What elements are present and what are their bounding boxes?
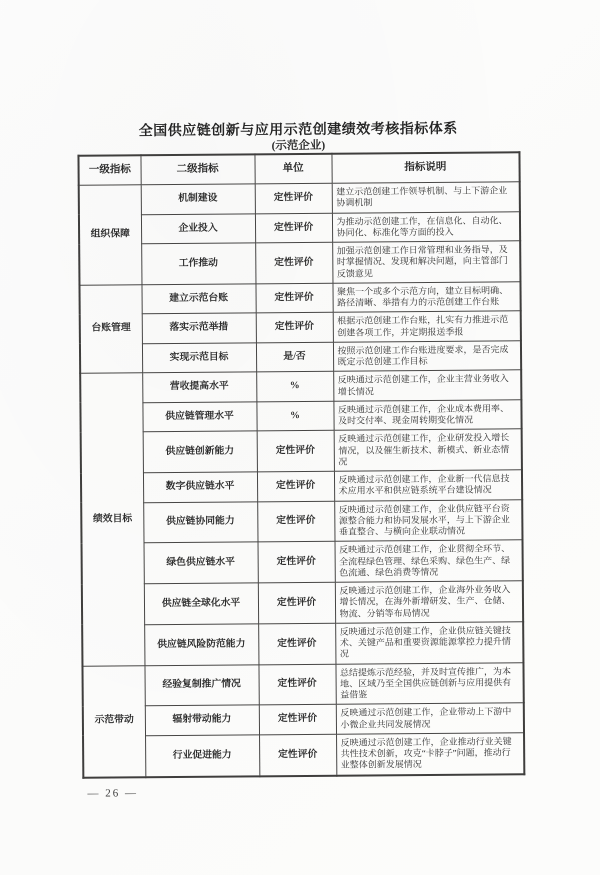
indicator-cell: 企业投入 <box>141 213 255 243</box>
table-row <box>82 581 523 625</box>
table-row <box>80 400 521 433</box>
header-row <box>78 152 519 185</box>
table-row <box>81 470 522 503</box>
indicator-cell: 落实示范举措 <box>142 313 256 343</box>
indicator-cell: 机制建设 <box>141 184 255 214</box>
unit-cell: 定性评价 <box>257 430 334 471</box>
description-cell: 反映通过示范创建工作，企业贯彻全环节、全流程绿色管理、绿色采购、绿色生产、绿色流通、绿色消费等情况 <box>335 540 523 582</box>
group-cell-demonstration-drive: 示范带动 <box>82 665 145 777</box>
group-cell-ledger-management: 台账管理 <box>79 284 142 373</box>
unit-cell: 定性评价 <box>255 283 332 313</box>
unit-cell: 定性评价 <box>258 582 335 623</box>
description-cell: 反映通过示范创建工作，企业主营业务收入增长情况 <box>333 370 521 401</box>
indicator-cell: 实现示范目标 <box>142 343 256 373</box>
indicator-cell: 辐射带动能力 <box>145 705 259 735</box>
table-row <box>79 282 520 315</box>
indicator-cell: 数字供应链水平 <box>143 472 257 502</box>
description-cell: 反映通过示范创建工作，企业新一代信息技术应用水平和供应链系统平台建设情况 <box>334 470 522 501</box>
description-cell: 总结提炼示范经验，并及时宣传推广，为本地、区域乃至全国供应链创新与应用提供有益借鉴 <box>335 662 523 704</box>
description-cell: 反映通过示范创建工作，企业带动上下游中小微企业共同发展情况 <box>336 703 524 734</box>
table-row <box>80 311 521 344</box>
indicator-cell: 建立示范台账 <box>141 284 255 314</box>
indicator-cell: 供应链协同能力 <box>143 501 257 543</box>
page-number: — 26 — <box>87 787 139 800</box>
unit-cell: 定性评价 <box>259 704 336 734</box>
unit-cell: 定性评价 <box>258 541 335 582</box>
header-description: 指标说明 <box>331 152 519 183</box>
description-cell: 建立示范创建工作领导机制、与上下游企业协调机制 <box>332 182 520 213</box>
unit-cell: 是/否 <box>256 342 333 372</box>
unit-cell: 定性评价 <box>255 183 332 213</box>
table-row <box>83 733 524 778</box>
unit-cell: 定性评价 <box>258 664 335 705</box>
assessment-indicator-table <box>77 151 525 778</box>
indicator-cell: 营收提高水平 <box>142 372 256 402</box>
unit-cell: 定性评价 <box>257 501 334 542</box>
header-level2-indicator: 二级指标 <box>140 154 254 184</box>
group-cell-organization-guarantee: 组织保障 <box>79 185 142 285</box>
unit-cell: 定性评价 <box>258 623 335 664</box>
indicator-cell: 供应链创新能力 <box>143 431 257 473</box>
description-cell: 加强示范创建工作日常管理和业务指导，及时掌握情况、发现和解决问题，向主管部门反馈意见 <box>332 241 520 283</box>
unit-cell: % <box>256 401 333 431</box>
unit-cell: % <box>256 371 333 401</box>
group-cell-performance-goals: 绩效目标 <box>80 373 144 666</box>
description-cell: 为推动示范创建工作，在信息化、自动化、协同化、标准化等方面的投入 <box>332 211 520 242</box>
description-cell: 反映通过示范创建工作，企业研发投入增长情况，以及催生新技术、新模式、新业态情况 <box>334 429 522 471</box>
description-cell: 反映通过示范创建工作，企业供应链平台资源整合能力和协同发展水平，与上下游企业垂直整合、与横向企业联动情况 <box>334 499 522 541</box>
table-row <box>82 622 523 666</box>
indicator-cell: 绿色供应链水平 <box>144 542 258 584</box>
table-row <box>82 662 523 706</box>
table-row <box>81 499 522 543</box>
header-level1-indicator: 一级指标 <box>78 155 140 185</box>
table-row <box>79 211 520 244</box>
indicator-cell: 经验复制推广情况 <box>144 664 258 706</box>
unit-cell: 定性评价 <box>256 312 333 342</box>
unit-cell: 定性评价 <box>255 242 332 283</box>
page-title: 全国供应链创新与应用示范创建绩效考核指标体系 <box>138 121 458 140</box>
page-subtitle: (示范企业) <box>271 139 326 153</box>
unit-cell: 定性评价 <box>259 734 336 776</box>
indicator-cell: 供应链管理水平 <box>142 402 256 432</box>
unit-cell: 定性评价 <box>255 213 332 243</box>
unit-cell: 定性评价 <box>257 471 334 501</box>
description-cell: 按照示范创建工作台账进度要求，是否完成既定示范创建工作目标 <box>333 341 521 372</box>
indicator-cell: 供应链风险防范能力 <box>144 624 258 666</box>
indicator-cell: 行业促进能力 <box>145 735 259 777</box>
table-row <box>81 429 522 473</box>
table-row <box>79 241 520 285</box>
table-row <box>80 341 521 374</box>
description-cell: 反映通过示范创建工作，企业推动行业关键共性技术创新，攻克“卡脖子”问题，推动行业整体创新发展情况 <box>336 733 524 776</box>
description-cell: 反映通过示范创建工作，企业海外业务收入增长情况，在海外新增研发、生产、仓储、物流、分销等布局情况 <box>335 581 523 623</box>
description-cell: 反映通过示范创建工作，企业供应链关键技术、关键产品和重要资源能源掌控力提升情况 <box>335 622 523 664</box>
description-cell: 聚焦一个或多个示范方向，建立目标明确、路径清晰、举措有力的示范创建工作台账 <box>332 282 520 313</box>
table-row <box>82 540 523 584</box>
header-unit: 单位 <box>254 154 331 184</box>
description-cell: 反映通过示范创建工作，企业成本费用率、及时交付率、现金周转期变化情况 <box>333 400 521 431</box>
table-row <box>80 370 521 403</box>
indicator-cell: 供应链全球化水平 <box>144 583 258 625</box>
table-row <box>83 703 524 736</box>
table-row <box>79 182 520 215</box>
indicator-cell: 工作推动 <box>141 243 255 285</box>
description-cell: 根据示范创建工作台账，扎实有力推进示范创建各项工作，并定期报送季报 <box>333 311 521 342</box>
